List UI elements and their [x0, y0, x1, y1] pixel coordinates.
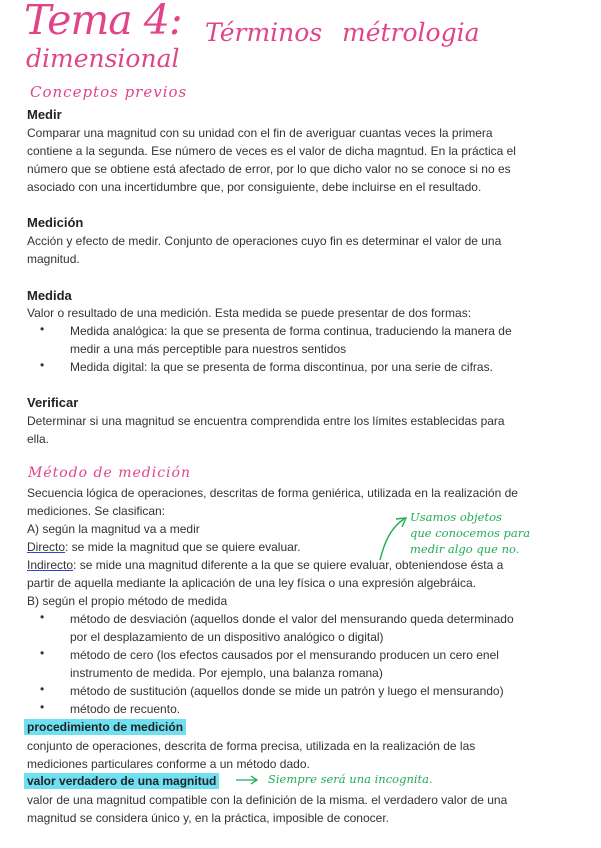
- procedimiento-text: [27, 737, 587, 773]
- bullet-line: medir a una más perceptible para nuestros sentidos: [70, 342, 347, 356]
- medir-line: número que se obtiene está afectado de error, por lo que dicho valor no se conoce si no es: [27, 162, 511, 176]
- verificar-heading: Verificar: [27, 395, 79, 410]
- title-metrologia: métrologia: [342, 18, 480, 47]
- medir-line: Comparar una magnitud con su unidad con el fin de averiguar cuantas veces la primera: [27, 126, 493, 140]
- directo-text: : se mide la magnitud que se quiere evaluar.: [65, 540, 301, 554]
- bullet-dot: •: [40, 646, 45, 660]
- bullet-line: Medida digital: la que se presenta de forma discontinua, por una serie de cifras.: [70, 360, 493, 374]
- procedimiento-heading-wrap: [24, 718, 186, 736]
- metodo-bullet-desviacion: [70, 610, 580, 646]
- bullet-dot: •: [40, 682, 45, 696]
- metodo-heading: Método de medición: [28, 465, 191, 481]
- metodo-note: [410, 509, 580, 557]
- note-line: Usamos objetos: [410, 510, 502, 524]
- medida-bullet-digital: [70, 358, 570, 376]
- bullet-dot: •: [40, 610, 45, 624]
- verificar-line: Determinar si una magnitud se encuentra comprendida entre los límites establecidas para: [27, 414, 505, 428]
- medicion-heading: Medición: [27, 215, 84, 230]
- medida-heading: Medida: [27, 288, 72, 303]
- procedimiento-line: conjunto de operaciones, descrita de forma precisa, utilizada en la realización de las: [27, 739, 476, 753]
- valor-line: valor de una magnitud compatible con la definición de la misma. el verdadero valor de una: [27, 793, 508, 807]
- metodo-line: mediciones. Se clasifican:: [27, 504, 166, 518]
- medida-bullet-analogica: [70, 322, 570, 358]
- valor-heading-wrap: [24, 772, 219, 790]
- medir-text: [27, 124, 587, 196]
- metodo-line: Secuencia lógica de operaciones, descritas de forma geniérica, utilizada en la realización de: [27, 486, 518, 500]
- valor-verdadero-heading: valor verdadero de una magnitud: [24, 773, 219, 789]
- procedimiento-heading: procedimiento de medición: [24, 719, 186, 735]
- indirecto-line: [27, 556, 587, 574]
- valor-verdadero-text: [27, 791, 587, 827]
- bullet-line: método de recuento.: [70, 702, 181, 716]
- title-terminos: Términos: [205, 18, 323, 47]
- medicion-line: magnitud.: [27, 252, 80, 266]
- indirecto-label: Indirecto: [27, 558, 74, 572]
- verificar-line: ella.: [27, 432, 50, 446]
- metodo-bullet-recuento: [70, 700, 580, 718]
- bullet-dot: •: [40, 322, 45, 336]
- b-heading: B) según el propio método de medida: [27, 594, 228, 608]
- note-line: medir algo que no.: [410, 542, 520, 556]
- metodo-line: A) según la magnitud va a medir: [27, 522, 200, 536]
- metodo-bullet-cero: [70, 646, 580, 682]
- bullet-line: método de sustitución (aquellos donde se mide un patrón y luego el mensurando): [70, 684, 504, 698]
- title-dimensional: dimensional: [26, 44, 180, 73]
- bullet-line: Medida analógica: la que se presenta de forma continua, traduciendo la manera de: [70, 324, 512, 338]
- metodo-bullet-sustitucion: [70, 682, 580, 700]
- procedimiento-line: mediciones particulares conforme a un método dado.: [27, 757, 310, 771]
- directo-line: [27, 538, 301, 556]
- bullet-line: instrumento de medida. Por ejemplo, una balanza romana): [70, 666, 383, 680]
- title-tema: Tema 4:: [24, 0, 182, 44]
- indirecto-block: [27, 556, 587, 610]
- bullet-line: método de cero (los efectos causados por el mensurando producen un cero enel: [70, 648, 499, 662]
- medir-heading: Medir: [27, 107, 62, 122]
- medida-intro: Valor o resultado de una medición. Esta medida se puede presentar de dos formas:: [27, 306, 472, 320]
- medir-line: asociado con una incertidumbre que, por consiguiente, debe incluirse en el resultado.: [27, 180, 482, 194]
- medir-line: contiene a la segunda. Ese número de veces es el valor de dicha magntud. En la práctica el: [27, 144, 516, 158]
- bullet-dot: •: [40, 358, 45, 372]
- indirecto-text: : se mide una magnitud diferente a la que se quiere evaluar, obteniendose ésta a: [73, 558, 504, 572]
- conceptos-previos-heading: Conceptos previos: [30, 83, 188, 101]
- bullet-dot: •: [40, 700, 45, 714]
- valor-verdadero-note: Siempre será una incognita.: [268, 772, 433, 786]
- note-arrow-right-icon: [234, 774, 260, 786]
- verificar-text: [27, 412, 587, 448]
- bullet-line: por el desplazamiento de un dispositivo analógico o digital): [70, 630, 384, 644]
- valor-line: magnitud se considera único y, en la práctica, imposible de conocer.: [27, 811, 389, 825]
- bullet-line: método de desviación (aquellos donde el valor del mensurando queda determinado: [70, 612, 514, 626]
- note-line: que conocemos para: [410, 526, 531, 540]
- medicion-text: [27, 232, 587, 268]
- medicion-line: Acción y efecto de medir. Conjunto de operaciones cuyo fin es determinar el valor de una: [27, 234, 502, 248]
- indirecto-line-2: partir de aquella mediante la aplicación de una ley física o una expresión algebráica.: [27, 576, 476, 590]
- directo-label: Directo: [27, 540, 66, 554]
